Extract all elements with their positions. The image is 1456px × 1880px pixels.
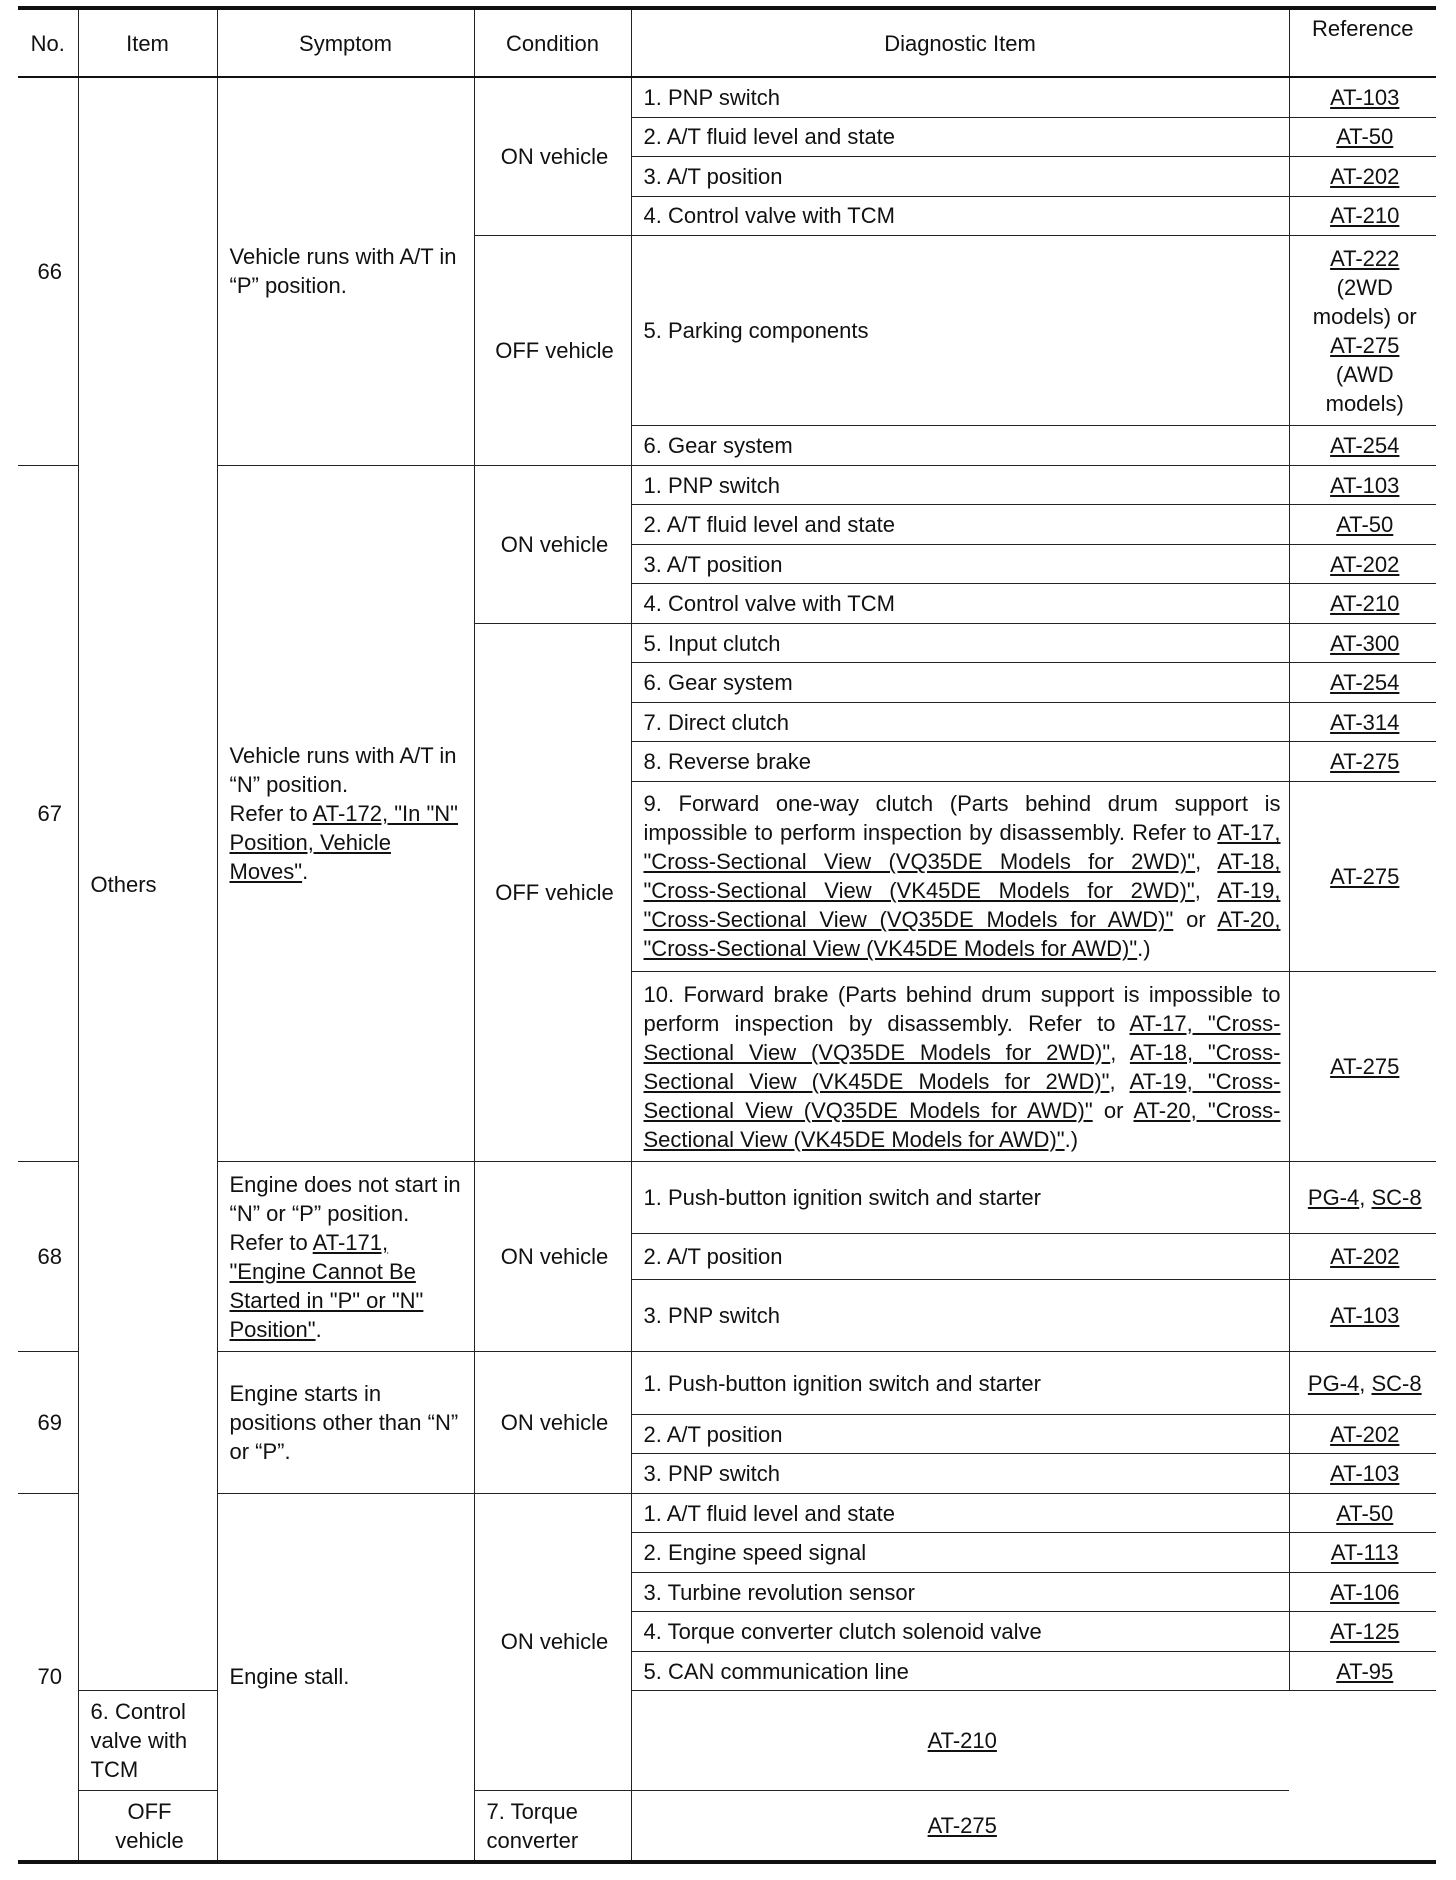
reference-cell	[1289, 663, 1436, 703]
reference-cell: PG-4, SC-8	[1289, 1352, 1436, 1414]
reference-cell	[1289, 1454, 1436, 1494]
reference-link[interactable]: AT-275	[1330, 1054, 1400, 1080]
reference-link[interactable]: AT-95	[1336, 1658, 1394, 1684]
header-item: Item	[78, 8, 217, 77]
reference-cell	[1289, 426, 1436, 466]
reference-cell	[1289, 742, 1436, 782]
reference-link[interactable]: AT-210	[1330, 591, 1400, 616]
reference-note: (2WD models) or	[1312, 274, 1417, 329]
reference-cell	[1289, 196, 1436, 236]
table-row	[18, 1352, 1436, 1414]
reference-cell	[1289, 236, 1436, 426]
reference-link[interactable]: AT-210	[1330, 203, 1400, 229]
reference-link[interactable]: AT-222	[1330, 245, 1400, 271]
cross-section-link[interactable]: AT-20, "Cross-Sectional View (VK45DE Models for AWD)"	[643, 1097, 1281, 1152]
reference-cell	[1289, 1493, 1436, 1533]
cross-section-link[interactable]: AT-17, "Cross-Sectional View (VQ35DE Models for 2WD)"	[643, 1010, 1281, 1065]
diagnostic-item: 3. PNP switch	[631, 1280, 1289, 1352]
condition-off-vehicle: OFF vehicle	[474, 236, 631, 466]
diagnostic-item: 2. A/T position	[631, 1234, 1289, 1280]
diagnostic-item: 3. Turbine revolution sensor	[631, 1572, 1289, 1612]
table-row	[18, 1493, 1436, 1533]
reference-cell	[1289, 1234, 1436, 1280]
diagnostic-or: or	[1186, 907, 1206, 933]
diagnostic-item: 4. Control valve with TCM	[631, 584, 1289, 624]
diagnostic-item: 2. A/T position	[631, 1414, 1289, 1454]
diagnostic-end: .)	[1137, 936, 1151, 962]
reference-link[interactable]: AT-254	[1330, 670, 1400, 695]
row-number: 69	[18, 1352, 78, 1493]
header-condition: Condition	[474, 8, 631, 77]
table-row	[18, 465, 1436, 505]
reference-link[interactable]: AT-275	[1330, 749, 1400, 774]
diagnostic-item-long: 10. Forward brake (Parts behind drum support is impossible to perform inspection by disassembly. Refer to AT-17, "Cross-Sectional View (VQ35DE Models for 2WD)", AT-18, "Cross-Sectional View (VK45DE Models for 2WD)", AT-19, "Cross-Sectional View (VQ35DE Models for AWD)" or AT-20, "Cross-Sectional View (VK45DE Models for AWD)".)	[631, 971, 1289, 1161]
cross-section-link[interactable]: AT-19, "Cross-Sectional View (VQ35DE Models for AWD)"	[643, 878, 1281, 933]
diagnostic-item-long: 9. Forward one-way clutch (Parts behind drum support is impossible to perform inspection by disassembly. Refer to AT-17, "Cross-Sectional View (VQ35DE Models for 2WD)", AT-18, "Cross-Sectional View (VK45DE Models for 2WD)", AT-19, "Cross-Sectional View (VQ35DE Models for AWD)" or AT-20, "Cross-Sectional View (VK45DE Models for AWD)".)	[631, 781, 1289, 971]
symptom-cell: Vehicle runs with A/T in “P” position.	[217, 77, 474, 465]
diagnostic-text: 10. Forward brake (Parts behind drum support is impossible to perform inspection by disassembly. Refer to	[643, 981, 1281, 1036]
diagnostic-end: .)	[1064, 1126, 1079, 1152]
reference-link[interactable]: AT-103	[1330, 1303, 1400, 1329]
condition-off-vehicle: OFF vehicle	[78, 1791, 217, 1862]
reference-cell	[1289, 505, 1436, 545]
symptom-end: .	[302, 858, 309, 884]
symptom-cell	[217, 465, 474, 1161]
diagnostic-item: 2. A/T fluid level and state	[631, 117, 1289, 157]
diagnostic-item: 1. Push-button ignition switch and starter	[631, 1162, 1289, 1234]
diagnostic-text: 9. Forward one-way clutch (Parts behind drum support is impossible to perform inspection by disassembly. Refer to	[643, 791, 1281, 846]
cross-section-link[interactable]: AT-19, "Cross-Sectional View (VQ35DE Models for AWD)"	[643, 1068, 1281, 1123]
reference-cell	[1289, 544, 1436, 584]
reference-cell	[1289, 1612, 1436, 1652]
reference-link[interactable]: AT-103	[1330, 472, 1400, 498]
diagnostic-item: 1. PNP switch	[631, 77, 1289, 117]
reference-note: (AWD models)	[1325, 361, 1404, 416]
cross-section-link[interactable]: AT-20, "Cross-Sectional View (VK45DE Models for AWD)"	[643, 907, 1281, 962]
cross-section-link[interactable]: AT-18, "Cross-Sectional View (VK45DE Models for 2WD)"	[643, 1039, 1281, 1094]
diagnostic-item: 1. A/T fluid level and state	[631, 1493, 1289, 1533]
reference-link[interactable]: AT-50	[1336, 1500, 1394, 1526]
symptom-text: Engine does not start in “N” or “P” position.	[229, 1171, 461, 1226]
reference-cell	[1289, 1572, 1436, 1612]
header-reference: Reference	[1289, 8, 1436, 77]
symptom-cell	[217, 1162, 474, 1352]
diagnostic-item: 5. Input clutch	[631, 623, 1289, 663]
reference-link[interactable]: PG-4	[1307, 1185, 1360, 1211]
reference-link[interactable]: AT-275	[1330, 863, 1400, 889]
reference-cell	[1289, 465, 1436, 505]
reference-link[interactable]: AT-50	[1336, 512, 1394, 537]
symptom-cell: Engine starts in positions other than “N” or “P”.	[217, 1352, 474, 1493]
reference-link[interactable]: AT-202	[1330, 163, 1400, 189]
reference-cell	[1289, 584, 1436, 624]
diagnostic-item: 1. PNP switch	[631, 465, 1289, 505]
header-symptom: Symptom	[217, 8, 474, 77]
diagnostic-item: 1. Push-button ignition switch and starter	[631, 1352, 1289, 1414]
header-row	[18, 8, 1436, 77]
diagnostic-item: 7. Torque converter	[474, 1791, 631, 1862]
reference-cell	[1289, 1280, 1436, 1352]
reference-cell	[1289, 1533, 1436, 1573]
reference-link[interactable]: AT-210	[927, 1728, 997, 1754]
reference-cell	[1289, 1651, 1436, 1691]
diagnosis-table-sheet	[18, 6, 1436, 1864]
diagnosis-table	[18, 6, 1436, 1864]
diagnostic-or: or	[1103, 1097, 1124, 1123]
reference-link[interactable]: AT-202	[1330, 1421, 1400, 1447]
symptom-link[interactable]: AT-171, "Engine Cannot Be Started in "P" or "N" Position"	[229, 1229, 424, 1342]
reference-cell	[1289, 781, 1436, 971]
symptom-refer: Refer to	[229, 1229, 308, 1255]
reference-cell	[1289, 117, 1436, 157]
diagnostic-item: 4. Torque converter clutch solenoid valve	[631, 1612, 1289, 1652]
table-row	[18, 77, 1436, 117]
reference-link[interactable]: AT-125	[1330, 1619, 1400, 1645]
diagnostic-item: 2. Engine speed signal	[631, 1533, 1289, 1573]
condition-on-vehicle: ON vehicle	[474, 1493, 631, 1790]
row-number: 68	[18, 1162, 78, 1352]
diagnostic-item: 3. A/T position	[631, 157, 1289, 197]
header-diagnostic-item: Diagnostic Item	[631, 8, 1289, 77]
reference-cell: PG-4, SC-8	[1289, 1162, 1436, 1234]
condition-off-vehicle: OFF vehicle	[474, 623, 631, 1161]
symptom-cell: Engine stall.	[217, 1493, 474, 1862]
reference-link[interactable]: AT-113	[1330, 1540, 1399, 1566]
reference-link[interactable]: AT-202	[1330, 551, 1400, 577]
cross-section-link[interactable]: AT-18, "Cross-Sectional View (VK45DE Models for 2WD)"	[643, 849, 1281, 904]
diagnostic-item: 6. Gear system	[631, 663, 1289, 703]
diagnostic-item: 6. Control valve with TCM	[78, 1691, 217, 1791]
cross-section-link[interactable]: AT-17, "Cross-Sectional View (VQ35DE Models for 2WD)"	[643, 820, 1281, 875]
reference-link[interactable]: AT-300	[1330, 630, 1400, 656]
diagnostic-item: 7. Direct clutch	[631, 702, 1289, 742]
diagnostic-item: 2. A/T fluid level and state	[631, 505, 1289, 545]
condition-on-vehicle: ON vehicle	[474, 465, 631, 623]
condition-on-vehicle: ON vehicle	[474, 1162, 631, 1352]
reference-link[interactable]: SC-8	[1371, 1370, 1422, 1396]
symptom-text: Vehicle runs with A/T in “N” position.	[229, 742, 457, 797]
reference-cell	[631, 1691, 1289, 1791]
reference-link[interactable]: AT-106	[1330, 1579, 1400, 1605]
reference-link[interactable]: AT-103	[1330, 1461, 1400, 1487]
row-number: 67	[18, 465, 78, 1161]
reference-cell	[1289, 157, 1436, 197]
diagnostic-item: 3. PNP switch	[631, 1454, 1289, 1494]
reference-cell	[1289, 702, 1436, 742]
symptom-refer: Refer to	[229, 800, 308, 826]
condition-on-vehicle: ON vehicle	[474, 77, 631, 236]
reference-link[interactable]: AT-314	[1330, 709, 1400, 735]
symptom-end: .	[315, 1316, 322, 1342]
diagnostic-item: 3. A/T position	[631, 544, 1289, 584]
reference-link[interactable]: AT-103	[1330, 84, 1400, 110]
reference-cell	[1289, 77, 1436, 117]
reference-link[interactable]: AT-275	[927, 1813, 997, 1839]
reference-cell	[1289, 1414, 1436, 1454]
reference-cell	[1289, 623, 1436, 663]
reference-link[interactable]: PG-4	[1307, 1370, 1360, 1396]
reference-link[interactable]: AT-50	[1336, 124, 1394, 150]
reference-cell	[631, 1791, 1289, 1862]
row-number: 70	[18, 1493, 78, 1862]
reference-link[interactable]: SC-8	[1371, 1185, 1422, 1211]
diagnostic-item: 5. CAN communication line	[631, 1651, 1289, 1691]
reference-link[interactable]: AT-254	[1330, 433, 1400, 458]
condition-on-vehicle: ON vehicle	[474, 1352, 631, 1493]
item-others: Others	[78, 77, 217, 1691]
header-no: No.	[18, 8, 78, 77]
diagnostic-item: 6. Gear system	[631, 426, 1289, 466]
reference-link[interactable]: AT-275	[1330, 332, 1400, 358]
table-row	[18, 1162, 1436, 1234]
reference-link[interactable]: AT-202	[1330, 1244, 1400, 1270]
diagnostic-item: 4. Control valve with TCM	[631, 196, 1289, 236]
diagnostic-item: 5. Parking components	[631, 236, 1289, 426]
row-number: 66	[18, 77, 78, 465]
reference-cell	[1289, 971, 1436, 1161]
diagnostic-item: 8. Reverse brake	[631, 742, 1289, 782]
symptom-link[interactable]: AT-172, "In "N" Position, Vehicle Moves"	[229, 800, 458, 884]
